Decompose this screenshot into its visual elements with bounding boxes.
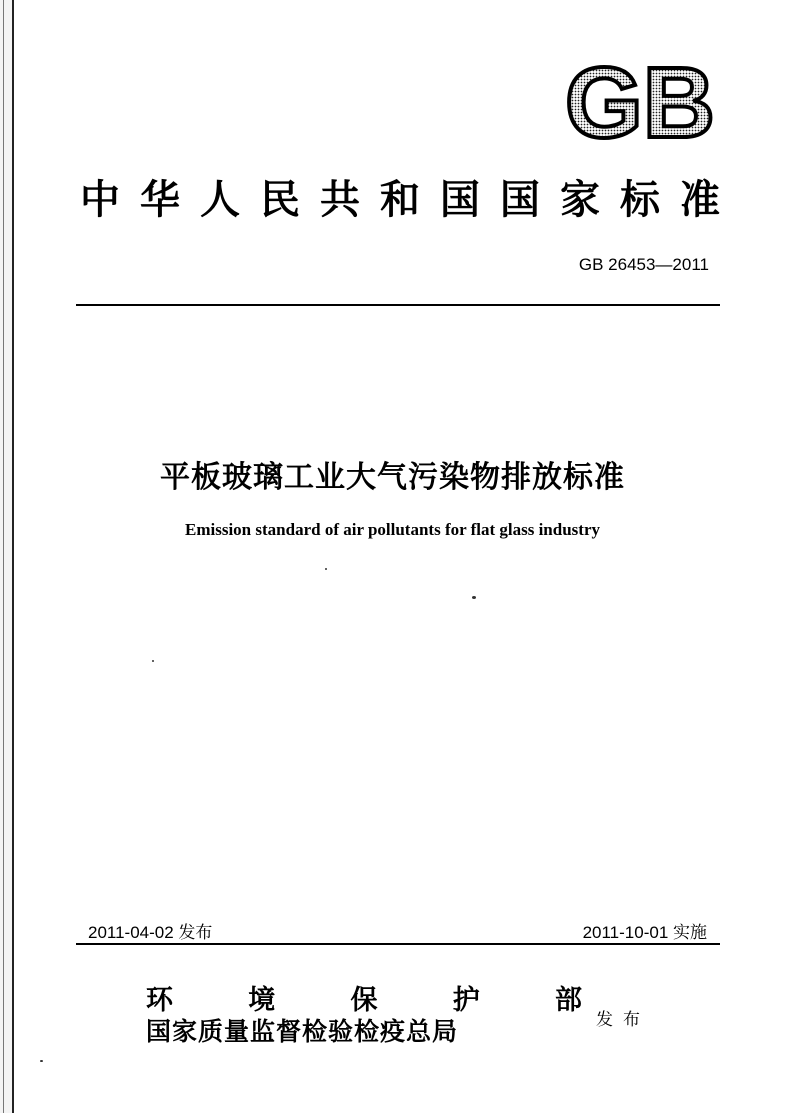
scan-speck (152, 660, 154, 662)
country-title (80, 168, 720, 224)
country-title-char: 和 (380, 175, 420, 223)
publish-label: 发布 (596, 1010, 650, 1030)
scan-speck (40, 1060, 43, 1062)
issuer-ministry-char: 境 (248, 985, 276, 1016)
issuer-ministry-char: 部 (555, 985, 582, 1016)
country-title-char: 共 (320, 175, 360, 223)
issuer-administration: 国家质量监督检验检疫总局 (146, 1017, 459, 1046)
country-title-char: 华 (140, 175, 180, 223)
country-title-char: 中 (80, 175, 120, 223)
standard-title-english: Emission standard of air pollutants for flat glass industry (185, 520, 600, 539)
scan-speck (472, 596, 476, 599)
gb-logo-text: GB (565, 60, 715, 144)
top-divider (76, 304, 720, 306)
gb-logo-icon (562, 60, 718, 144)
issuer-ministry-char: 护 (452, 985, 480, 1016)
country-title-char: 准 (680, 175, 720, 223)
issued-date: 2011-04-02 发布 (88, 923, 213, 942)
country-title-char: 家 (560, 175, 600, 223)
country-title-char: 国 (440, 175, 480, 223)
effective-date: 2011-10-01 实施 (582, 923, 707, 942)
page-edge (0, 0, 14, 1113)
issuer-ministry-char: 保 (350, 985, 378, 1016)
bottom-divider (76, 943, 720, 945)
country-title-char: 民 (260, 175, 300, 223)
country-title-char: 人 (200, 175, 240, 223)
standard-title-chinese: 平板玻璃工业大气污染物排放标准 (160, 460, 625, 495)
issuer-ministry-char: 环 (146, 985, 173, 1016)
scan-speck (325, 568, 327, 570)
country-title-char: 标 (620, 175, 660, 223)
country-title-char: 国 (500, 175, 540, 223)
standard-number: GB 26453—2011 (578, 255, 709, 274)
